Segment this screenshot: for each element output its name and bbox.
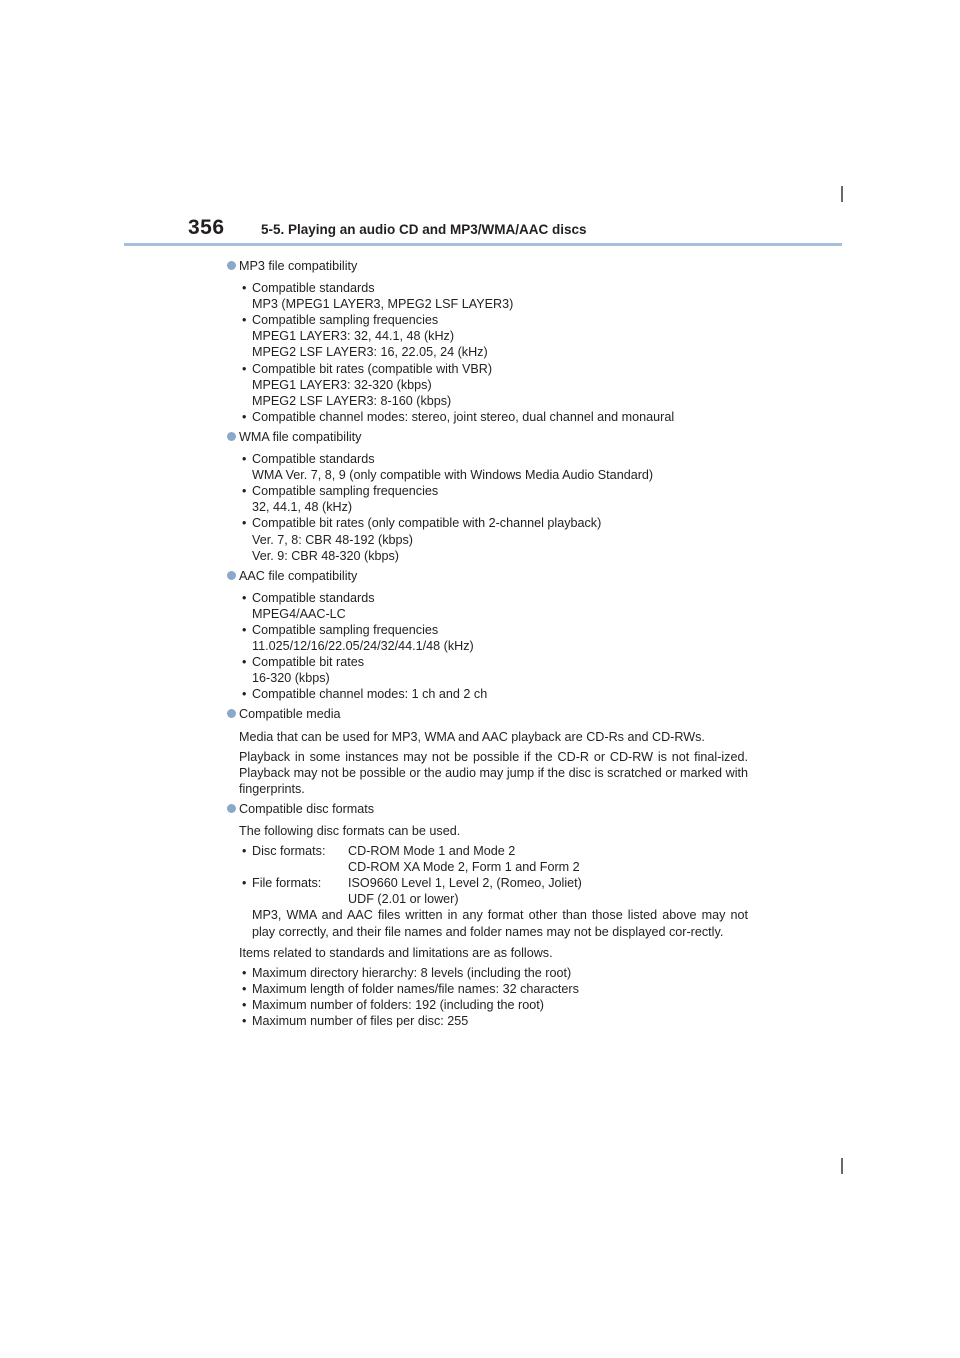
dot-bullet-icon: • xyxy=(242,409,247,424)
page-header xyxy=(0,0,960,250)
list-item-value: Ver. 7, 8: CBR 48-192 (kbps) xyxy=(252,532,414,547)
list-item: • Compatible standards xyxy=(242,281,375,296)
dot-bullet-icon: • xyxy=(242,313,247,328)
list-item-value: Ver. 9: CBR 48-320 (kbps) xyxy=(252,548,399,563)
dot-bullet-icon: • xyxy=(242,516,247,531)
section-heading xyxy=(226,568,748,584)
aac-section xyxy=(226,568,748,703)
paragraph: The following disc formats can be used. xyxy=(239,824,461,838)
format-value: CD-ROM XA Mode 2, Form 1 and Form 2 xyxy=(348,860,580,875)
circle-bullet-icon xyxy=(227,804,236,813)
media-section xyxy=(226,706,748,796)
dot-bullet-icon: • xyxy=(242,876,247,891)
list-item-value: 11.025/12/16/22.05/24/32/44.1/48 (kHz) xyxy=(252,639,474,654)
list-item: • Compatible standards xyxy=(242,452,375,467)
section-heading xyxy=(226,801,748,817)
format-label: File formats: xyxy=(252,876,322,891)
heading-text: Compatible disc formats xyxy=(239,801,375,816)
page-content xyxy=(226,256,748,1029)
format-row xyxy=(226,875,748,891)
dot-bullet-icon: • xyxy=(242,361,247,376)
list-item-value: MP3 (MPEG1 LAYER3, MPEG2 LSF LAYER3) xyxy=(252,297,514,312)
heading-text: WMA file compatibility xyxy=(239,429,362,444)
section-heading xyxy=(226,429,748,445)
circle-bullet-icon xyxy=(227,261,236,270)
circle-bullet-icon xyxy=(227,432,236,441)
paragraph: Items related to standards and limitations are as follows. xyxy=(239,945,553,960)
section-title: 5-5. Playing an audio CD and MP3/WMA/AAC discs xyxy=(261,222,587,237)
dot-bullet-icon: • xyxy=(242,590,247,605)
list-item: • Maximum length of folder names/file names: 32 characters xyxy=(242,981,579,996)
heading-text: AAC file compatibility xyxy=(239,568,358,583)
circle-bullet-icon xyxy=(227,709,236,718)
heading-text: Compatible media xyxy=(239,707,341,722)
format-note: MP3, WMA and AAC files written in any format other than those listed above may not play correctly, and their file names and folder names may not be displayed cor-rectly. xyxy=(252,908,748,939)
list-item-value: 16-320 (kbps) xyxy=(252,671,330,686)
dot-bullet-icon: • xyxy=(242,997,247,1012)
list-item: • Compatible bit rates xyxy=(242,655,364,670)
paragraph: Media that can be used for MP3, WMA and AAC playback are CD-Rs and CD-RWs. xyxy=(239,729,705,744)
dot-bullet-icon: • xyxy=(242,281,247,296)
list-item: • Compatible sampling frequencies xyxy=(242,622,439,637)
list-item-value: MPEG2 LSF LAYER3: 16, 22.05, 24 (kHz) xyxy=(252,345,488,360)
list-item: • Compatible sampling frequencies xyxy=(242,484,439,499)
dot-bullet-icon: • xyxy=(242,1014,247,1029)
mp3-section xyxy=(226,258,748,425)
format-label: Disc formats: xyxy=(252,844,326,859)
list-item-value: MPEG1 LAYER3: 32, 44.1, 48 (kHz) xyxy=(252,329,455,344)
dot-bullet-icon: • xyxy=(242,844,247,859)
formats-section xyxy=(226,801,748,1029)
list-item: • Compatible sampling frequencies xyxy=(242,313,439,328)
section-heading xyxy=(226,706,748,722)
dot-bullet-icon: • xyxy=(242,981,247,996)
format-value: UDF (2.01 or lower) xyxy=(348,892,459,907)
page-number: 356 xyxy=(188,216,225,239)
list-item: • Maximum directory hierarchy: 8 levels (including the root) xyxy=(242,965,572,980)
list-item-value: MPEG4/AAC-LC xyxy=(252,606,346,621)
heading-text: MP3 file compatibility xyxy=(239,259,358,273)
circle-bullet-icon xyxy=(227,571,236,580)
list-item: • Compatible standards xyxy=(242,590,375,605)
list-item-value: WMA Ver. 7, 8, 9 (only compatible with Windows Media Audio Standard) xyxy=(252,468,654,483)
dot-bullet-icon: • xyxy=(242,452,247,467)
header-rule xyxy=(124,243,842,246)
wma-section xyxy=(226,429,748,564)
dot-bullet-icon: • xyxy=(242,687,247,702)
list-item: • Maximum number of files per disc: 255 xyxy=(242,1014,469,1029)
dot-bullet-icon: • xyxy=(242,965,247,980)
list-item: • Compatible channel modes: 1 ch and 2 ch xyxy=(242,687,488,702)
list-item: • Compatible bit rates (compatible with VBR) xyxy=(242,361,493,376)
format-row xyxy=(226,843,748,859)
list-item: • Compatible channel modes: stereo, joint stereo, dual channel and monaural xyxy=(242,409,675,424)
dot-bullet-icon: • xyxy=(242,622,247,637)
list-item-value: MPEG2 LSF LAYER3: 8-160 (kbps) xyxy=(252,393,452,408)
section-heading xyxy=(226,258,748,274)
list-item-value: 32, 44.1, 48 (kHz) xyxy=(252,500,353,515)
crop-mark-icon xyxy=(841,1158,843,1174)
list-item: • Maximum number of folders: 192 (including the root) xyxy=(242,997,544,1012)
list-item: • Compatible bit rates (only compatible with 2-channel playback) xyxy=(242,516,602,531)
format-value: ISO9660 Level 1, Level 2, (Romeo, Joliet) xyxy=(348,876,582,891)
paragraph: Playback in some instances may not be possible if the CD-R or CD-RW is not final-ized. Playback may not be possible or the audio may jump if the disc is scratched or marked with fingerprints. xyxy=(239,749,748,796)
format-value: CD-ROM Mode 1 and Mode 2 xyxy=(348,844,516,859)
dot-bullet-icon: • xyxy=(242,484,247,499)
dot-bullet-icon: • xyxy=(242,655,247,670)
list-item-value: MPEG1 LAYER3: 32-320 (kbps) xyxy=(252,377,432,392)
